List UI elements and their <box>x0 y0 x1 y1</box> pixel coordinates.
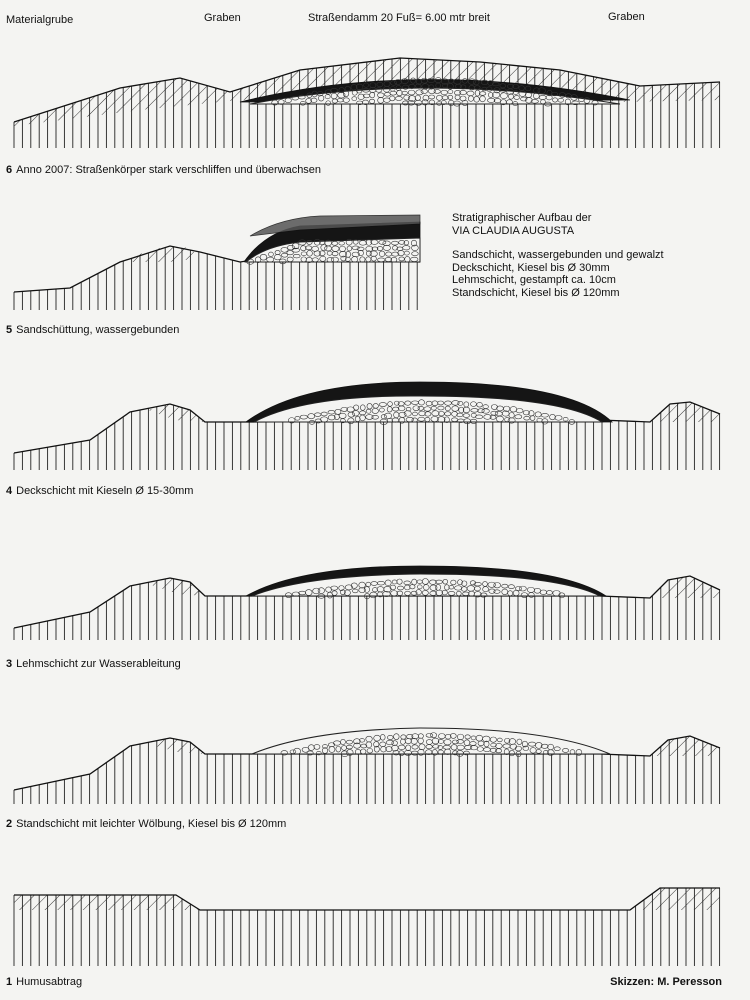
caption-section-5: 5 Sandschüttung, wassergebunden <box>6 324 180 336</box>
caption-section-3: 3 Lehmschicht zur Wasserableitung <box>6 658 181 670</box>
header-graben-right: Graben <box>608 11 645 23</box>
cross-section-3 <box>14 566 720 640</box>
header-materialgrube: Materialgrube <box>6 14 74 26</box>
legend-title-2: VIA CLAUDIA AUGUSTA <box>452 224 575 237</box>
cross-section-5 <box>14 215 420 310</box>
cross-section-1 <box>14 888 720 966</box>
legend-deckschicht: Deckschicht, Kiesel bis Ø 30mm <box>452 261 610 274</box>
caption-section-6: 6 Anno 2007: Straßenkörper stark verschliffen und überwachsen <box>6 164 322 176</box>
legend-lehmschicht: Lehmschicht, gestampft ca. 10cm <box>452 274 616 286</box>
hatched-soil <box>630 888 720 910</box>
legend-standschicht: Standschicht, Kiesel bis Ø 120mm <box>452 286 620 299</box>
header-strassendamm: Straßendamm 20 Fuß= 6.00 mtr breit <box>308 12 490 24</box>
header-graben-left: Graben <box>204 12 241 24</box>
hatched-soil <box>14 895 200 910</box>
legend-sandschicht: Sandschicht, wassergebunden und gewalzt <box>452 249 664 261</box>
caption-section-4: 4 Deckschicht mit Kieseln Ø 15-30mm <box>6 485 194 497</box>
caption-section-1: 1 Humusabtrag <box>6 976 83 988</box>
cross-section-2 <box>14 728 720 804</box>
caption-section-2: 2 Standschicht mit leichter Wölbung, Kiesel bis Ø 120mm <box>6 818 287 830</box>
stratigraphy-legend <box>452 212 664 299</box>
cross-section-6 <box>14 58 720 148</box>
sketch-credit: Skizzen: M. Peresson <box>610 976 722 988</box>
cross-section-4 <box>14 382 720 470</box>
legend-title-1: Stratigraphischer Aufbau der <box>452 212 592 224</box>
